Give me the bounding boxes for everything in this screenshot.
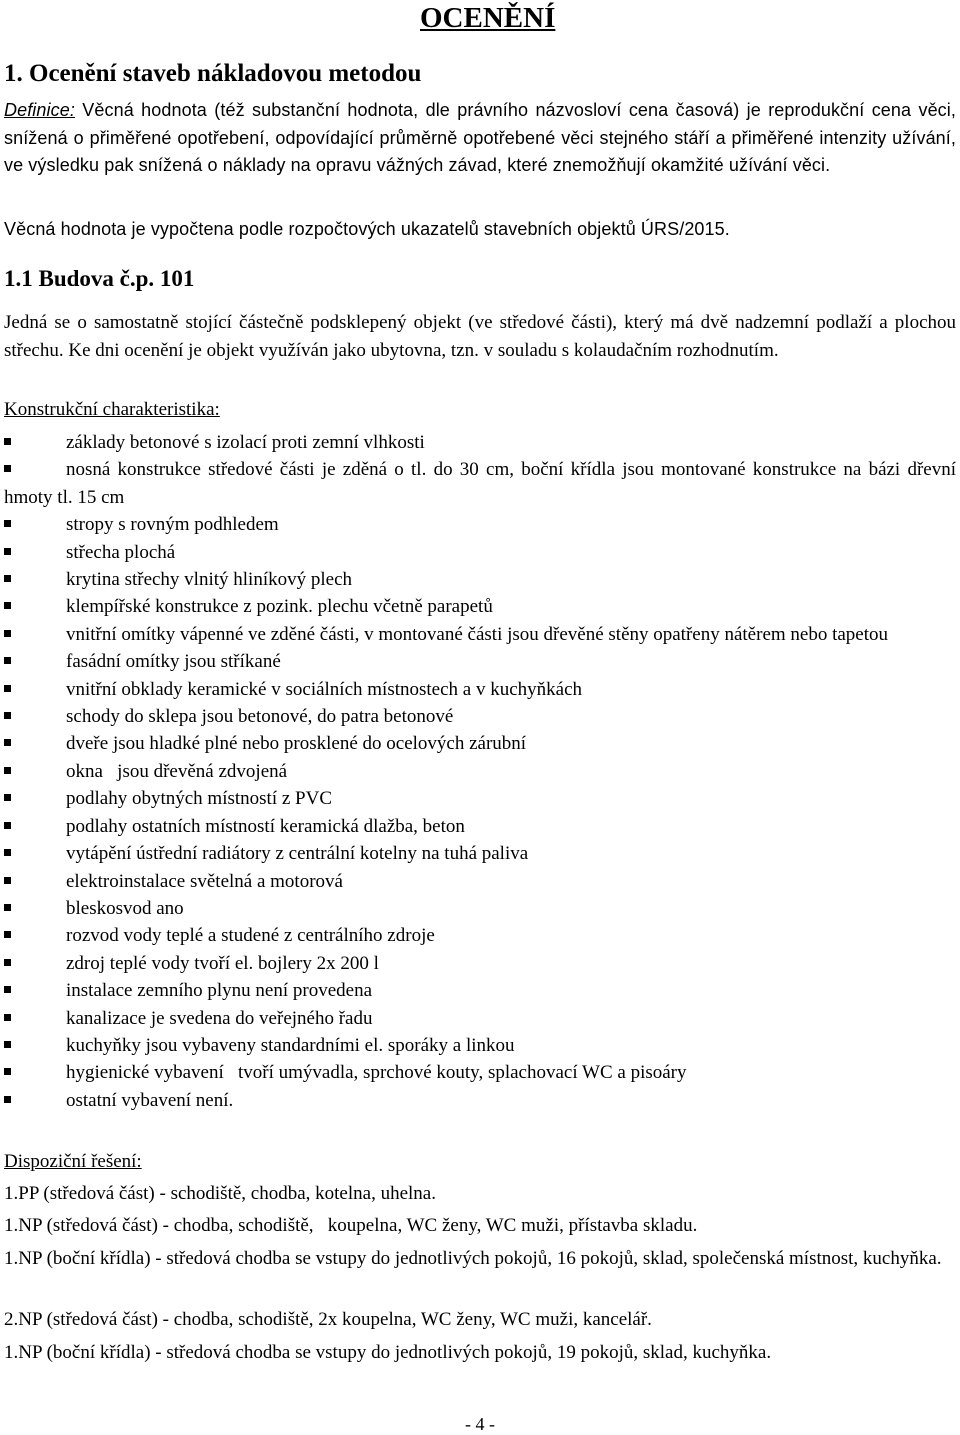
layout-label: Dispoziční řešení: <box>4 1151 142 1172</box>
layout-item-1np-wings-2: 1.NP (boční křídla) - středová chodba se vstupy do jednotlivých pokojů, 19 pokojů, sklad, kuchyňka. <box>4 1342 772 1363</box>
square-bullet-icon <box>4 767 11 774</box>
list-item: elektroinstalace světelná a motorová <box>4 868 956 895</box>
square-bullet-icon <box>4 849 11 856</box>
page-number: - 4 - <box>465 1414 495 1434</box>
list-item: vnitřní omítky vápenné ve zděné části, v montované části jsou dřevěné stěny opatřeny nátěrem nebo tapetou <box>4 621 956 648</box>
square-bullet-icon <box>4 1014 11 1021</box>
construction-label: Konstrukční charakteristika: <box>4 399 220 420</box>
layout-item-1np-center: 1.NP (středová část) - chodba, schodiště, koupelna, WC ženy, WC muži, přístavba skladu. <box>4 1215 698 1236</box>
list-item: nosná konstrukce středové části je zděná o tl. do 30 cm, boční křídla jsou montované konstrukce na bázi dřevní hmoty tl. 15 cm <box>4 459 956 508</box>
list-item: základy betonové s izolací proti zemní vlhkosti <box>4 429 956 456</box>
square-bullet-icon <box>4 739 11 746</box>
square-bullet-icon <box>4 465 11 472</box>
list-item: bleskosvod ano <box>4 895 956 922</box>
square-bullet-icon <box>4 712 11 719</box>
list-item: podlahy ostatních místností keramická dlažba, beton <box>4 813 956 840</box>
section-heading: 1. Ocenění staveb nákladovou metodou <box>4 60 422 87</box>
list-item: zdroj teplé vody tvoří el. bojlery 2x 200 l <box>4 950 956 977</box>
building-heading: 1.1 Budova č.p. 101 <box>4 266 195 291</box>
square-bullet-icon <box>4 548 11 555</box>
calculation-note: Věcná hodnota je vypočtena podle rozpočtových ukazatelů stavebních objektů ÚRS/2015. <box>4 219 730 239</box>
square-bullet-icon <box>4 794 11 801</box>
square-bullet-icon <box>4 602 11 609</box>
list-item: vnitřní obklady keramické v sociálních místnostech a v kuchyňkách <box>4 676 956 703</box>
square-bullet-icon <box>4 1041 11 1048</box>
list-item: schody do sklepa jsou betonové, do patra betonové <box>4 703 956 730</box>
document-title: OCENĚNÍ <box>420 2 556 34</box>
list-item: okna jsou dřevěná zdvojená <box>4 758 956 785</box>
building-description: Jedná se o samostatně stojící částečně podsklepený objekt (ve středové části), který má dvě nadzemní podlaží a plochou střechu. Ke dni ocenění je objekt využíván jako ubytovna, tzn. v souladu s kolaudačním rozhodnutím. <box>4 312 956 361</box>
square-bullet-icon <box>4 657 11 664</box>
square-bullet-icon <box>4 1068 11 1075</box>
square-bullet-icon <box>4 822 11 829</box>
square-bullet-icon <box>4 904 11 911</box>
list-item: stropy s rovným podhledem <box>4 511 956 538</box>
square-bullet-icon <box>4 877 11 884</box>
square-bullet-icon <box>4 1096 11 1103</box>
list-item: hygienické vybavení tvoří umývadla, sprchové kouty, splachovací WC a pisoáry <box>4 1059 956 1086</box>
list-item: ostatní vybavení není. <box>4 1087 956 1114</box>
list-item: střecha plochá <box>4 539 956 566</box>
layout-item-1np-wings: 1.NP (boční křídla) - středová chodba se vstupy do jednotlivých pokojů, 16 pokojů, sklad, společenská místnost, kuchyňka. <box>4 1248 942 1269</box>
square-bullet-icon <box>4 438 11 445</box>
square-bullet-icon <box>4 986 11 993</box>
list-item: dveře jsou hladké plné nebo prosklené do ocelových zárubní <box>4 730 956 757</box>
list-item: podlahy obytných místností z PVC <box>4 785 956 812</box>
list-item: krytina střechy vlnitý hliníkový plech <box>4 566 956 593</box>
list-item: kuchyňky jsou vybaveny standardními el. sporáky a linkou <box>4 1032 956 1059</box>
construction-list <box>4 429 956 1114</box>
square-bullet-icon <box>4 520 11 527</box>
list-item: instalace zemního plynu není provedena <box>4 977 956 1004</box>
definition-text: Věcná hodnota (též substanční hodnota, dle právního názvosloví cena časová) je reprodukční cena věci, snížená o přiměřené opotřebení, odpovídající průměrně opotřebené věci stejného stáří a přiměřené intenzity užívání, ve výsledku pak snížená o náklady na opravu vážných závad, které znemožňují okamžité užívání věci. <box>4 100 956 175</box>
square-bullet-icon <box>4 575 11 582</box>
square-bullet-icon <box>4 685 11 692</box>
list-item: fasádní omítky jsou stříkané <box>4 648 956 675</box>
definition-label: Definice: <box>4 100 75 120</box>
layout-item-1pp: 1.PP (středová část) - schodiště, chodba, kotelna, uhelna. <box>4 1183 436 1204</box>
list-item: rozvod vody teplé a studené z centrálního zdroje <box>4 922 956 949</box>
list-item: vytápění ústřední radiátory z centrální kotelny na tuhá paliva <box>4 840 956 867</box>
layout-item-2np-center: 2.NP (středová část) - chodba, schodiště, 2x koupelna, WC ženy, WC muži, kancelář. <box>4 1309 652 1330</box>
square-bullet-icon <box>4 630 11 637</box>
square-bullet-icon <box>4 959 11 966</box>
list-item: kanalizace je svedena do veřejného řadu <box>4 1005 956 1032</box>
square-bullet-icon <box>4 931 11 938</box>
definition-paragraph <box>4 97 956 180</box>
list-item: klempířské konstrukce z pozink. plechu včetně parapetů <box>4 593 956 620</box>
